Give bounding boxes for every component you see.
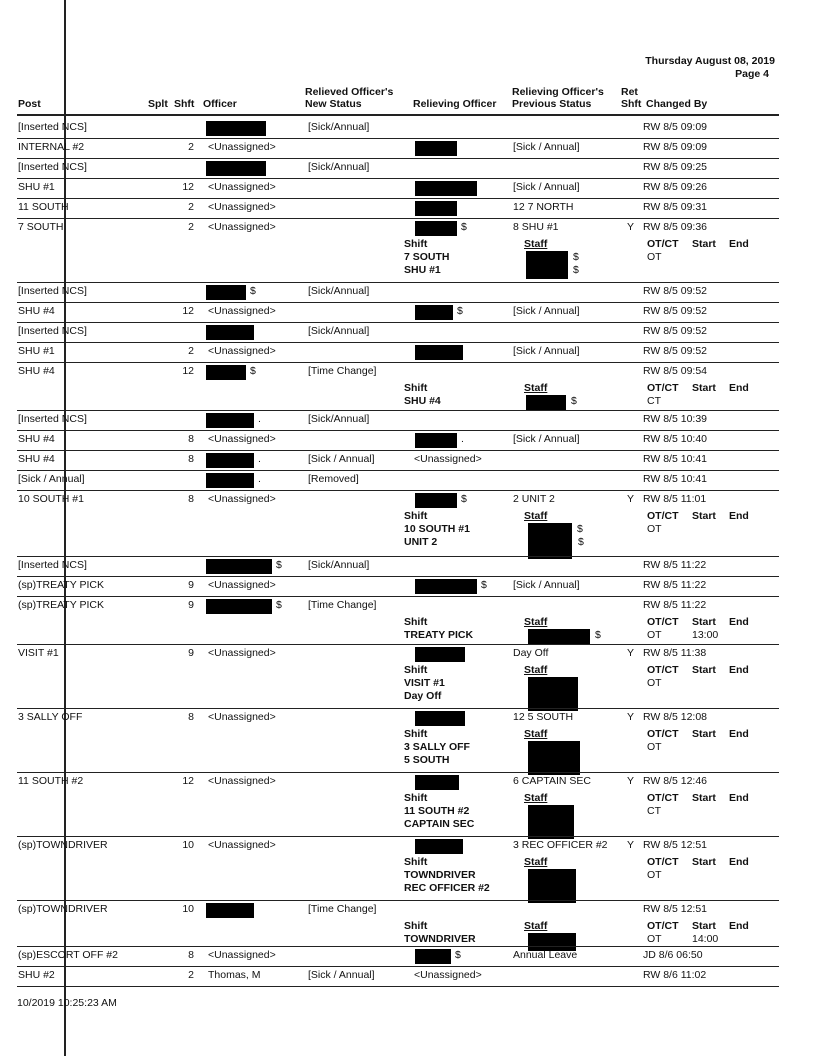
prev-status-cell: 2 UNIT 2 [513,493,555,505]
status-cell: [Sick/Annual] [308,121,370,133]
officer-redaction [206,121,266,136]
end-label: End [729,510,749,522]
table-row [0,302,813,322]
detail-shift-label: Shift [404,382,428,394]
shft-cell: 10 [182,903,194,915]
otct-label: OT/CT [647,382,679,394]
detail-staff-label: Staff [524,856,548,868]
detail-staff-label: Staff [524,382,548,394]
footer-timestamp: 10/2019 10:25:23 AM [17,997,117,1009]
officer-cell: . [258,453,261,465]
table-row [0,158,813,178]
otct-label: OT/CT [647,728,679,740]
detail-shift-label: Shift [404,664,428,676]
changed-by-cell: RW 8/5 09:52 [643,325,708,337]
officer-redaction [206,903,254,918]
officer-redaction [206,559,272,574]
col-relieved-2: New Status [305,98,362,110]
otct-value: OT [647,523,662,535]
detail-shift-line: 7 SOUTH [404,251,450,263]
officer-cell: <Unassigned> [208,949,276,961]
officer-cell: <Unassigned> [208,201,276,213]
detail-shift-line: SHU #1 [404,264,441,276]
officer-redaction [206,365,246,380]
detail-shift-line: 10 SOUTH #1 [404,523,470,535]
officer-redaction [206,599,272,614]
shft-cell: 9 [188,647,194,659]
end-label: End [729,856,749,868]
col-prev-1: Relieving Officer's [512,86,604,98]
end-label: End [729,728,749,740]
table-row [0,218,813,282]
relieving-redaction [415,305,453,320]
table-row [0,430,813,450]
post-cell: [Inserted NCS] [18,325,87,337]
changed-by-cell: RW 8/5 11:01 [643,493,707,505]
changed-by-cell: RW 8/5 11:38 [643,647,707,659]
end-label: End [729,616,749,628]
changed-by-cell: RW 8/5 10:41 [643,453,708,465]
post-cell: SHU #4 [18,305,55,317]
prev-status-cell: 6 CAPTAIN SEC [513,775,591,787]
table-row [0,644,813,708]
officer-redaction [206,325,254,340]
detail-staff-label: Staff [524,510,548,522]
post-cell: (sp)TREATY PICK [18,579,104,591]
detail-shift-line: TREATY PICK [404,629,474,641]
otct-value: OT [647,251,662,263]
detail-shift-line: TOWNDRIVER [404,869,476,881]
changed-by-cell: RW 8/5 09:26 [643,181,708,193]
table-row [0,410,813,430]
start-label: Start [692,792,716,804]
prev-status-cell: [Sick / Annual] [513,433,580,445]
otct-value: CT [647,805,661,817]
changed-by-cell: JD 8/6 06:50 [643,949,703,961]
page-number: Page 4 [735,68,769,80]
start-label: Start [692,510,716,522]
detail-shift-line: VISIT #1 [404,677,445,689]
changed-by-cell: RW 8/5 11:22 [643,599,707,611]
shft-cell: 12 [182,365,194,377]
relieving-cell: $ [457,305,463,317]
relieving-redaction [415,201,457,216]
prev-status-cell: 3 REC OFFICER #2 [513,839,608,851]
ret-shift-cell: Y [627,711,635,723]
changed-by-cell: RW 8/5 10:39 [643,413,708,425]
col-splt: Splt [148,98,168,110]
detail-shift-line: TOWNDRIVER [404,933,476,945]
detail-shift-line: Day Off [404,690,442,702]
status-cell: [Sick/Annual] [308,161,370,173]
shft-cell: 2 [188,221,194,233]
changed-by-cell: RW 8/5 09:36 [643,221,708,233]
detail-shift-line: 11 SOUTH #2 [404,805,470,817]
relieving-cell: <Unassigned> [414,969,482,981]
status-cell: [Sick / Annual] [308,969,375,981]
staff-mark: $ [595,629,601,641]
relieving-cell: $ [455,949,461,961]
changed-by-cell: RW 8/5 09:09 [643,141,708,153]
otct-label: OT/CT [647,792,679,804]
relieving-redaction [415,433,457,448]
post-cell: SHU #4 [18,433,55,445]
report-date: Thursday August 08, 2019 [645,55,775,67]
shft-cell: 2 [188,345,194,357]
post-cell: SHU #2 [18,969,55,981]
changed-by-cell: RW 8/5 09:09 [643,121,708,133]
shft-cell: 2 [188,141,194,153]
col-officer: Officer [203,98,237,110]
shft-cell: 10 [182,839,194,851]
changed-by-cell: RW 8/5 09:31 [643,201,708,213]
otct-value: OT [647,933,662,945]
relieving-redaction [415,141,457,156]
post-cell: SHU #1 [18,181,55,193]
col-post: Post [18,98,41,110]
staff-mark: $ [578,536,584,548]
shft-cell: 8 [188,453,194,465]
post-cell: SHU #4 [18,453,55,465]
start-label: Start [692,616,716,628]
start-label: Start [692,664,716,676]
shft-cell: 12 [182,775,194,787]
otct-value: OT [647,677,662,689]
post-cell: [Inserted NCS] [18,161,87,173]
officer-cell: <Unassigned> [208,433,276,445]
prev-status-cell: Annual Leave [513,949,578,961]
officer-redaction [206,453,254,468]
detail-staff-label: Staff [524,728,548,740]
table-row [0,946,813,966]
detail-shift-label: Shift [404,920,428,932]
ret-shift-cell: Y [627,221,635,233]
staff-mark: $ [573,251,579,263]
post-cell: [Inserted NCS] [18,413,87,425]
start-value: 14:00 [692,933,719,945]
officer-cell: $ [250,365,256,377]
end-label: End [729,792,749,804]
col-prev-2: Previous Status [512,98,592,110]
changed-by-cell: RW 8/5 09:52 [643,305,708,317]
changed-by-cell: RW 8/5 10:41 [643,473,708,485]
relieving-cell: . [461,433,464,445]
prev-status-cell: 12 7 NORTH [513,201,574,213]
end-label: End [729,382,749,394]
officer-cell: $ [276,559,282,571]
officer-redaction [206,413,254,428]
relieving-redaction [415,493,457,508]
relieving-redaction [415,647,465,662]
prev-status-cell: [Sick / Annual] [513,305,580,317]
table-row [0,490,813,556]
detail-shift-line: UNIT 2 [404,536,438,548]
detail-shift-line: 5 SOUTH [404,754,450,766]
staff-redaction [526,251,568,265]
officer-cell: <Unassigned> [208,579,276,591]
changed-by-cell: RW 8/5 12:08 [643,711,708,723]
officer-cell: $ [250,285,256,297]
table-row [0,118,813,138]
detail-shift-label: Shift [404,616,428,628]
status-cell: [Time Change] [308,599,377,611]
table-row [0,556,813,576]
otct-value: CT [647,395,661,407]
shft-cell: 8 [188,949,194,961]
officer-redaction [206,285,246,300]
detail-staff-label: Staff [524,616,548,628]
relieving-redaction [415,579,477,594]
post-cell: [Sick / Annual] [18,473,85,485]
officer-cell: . [258,473,261,485]
table-row [0,282,813,302]
table-row [0,198,813,218]
relieving-cell: $ [481,579,487,591]
start-label: Start [692,920,716,932]
detail-staff-label: Staff [524,664,548,676]
end-label: End [729,920,749,932]
detail-shift-line: CAPTAIN SEC [404,818,475,830]
detail-shift-label: Shift [404,510,428,522]
post-cell: 11 SOUTH [18,201,69,213]
detail-shift-line: SHU #4 [404,395,441,407]
ret-shift-cell: Y [627,493,635,505]
col-ret-1: Ret [621,86,638,98]
status-cell: [Sick/Annual] [308,559,370,571]
otct-label: OT/CT [647,664,679,676]
table-row [0,138,813,158]
officer-cell: Thomas, M [208,969,261,981]
post-cell: [Inserted NCS] [18,559,87,571]
shft-cell: 12 [182,181,194,193]
status-cell: [Removed] [308,473,359,485]
row-divider [17,986,779,987]
table-row [0,362,813,410]
detail-staff-label: Staff [524,920,548,932]
table-row [0,772,813,836]
prev-status-cell: [Sick / Annual] [513,181,580,193]
relieving-redaction [415,839,463,854]
changed-by-cell: RW 8/5 10:40 [643,433,708,445]
staff-redaction [526,265,568,279]
detail-staff-label: Staff [524,238,548,250]
shft-cell: 8 [188,493,194,505]
post-cell: 11 SOUTH #2 [18,775,84,787]
otct-label: OT/CT [647,238,679,250]
table-row [0,596,813,644]
end-label: End [729,238,749,250]
staff-mark: $ [573,264,579,276]
post-cell: [Inserted NCS] [18,121,87,133]
otct-value: OT [647,741,662,753]
post-cell: [Inserted NCS] [18,285,87,297]
relieving-redaction [415,711,465,726]
staff-redaction [528,629,590,644]
staff-mark: $ [571,395,577,407]
col-relieved-1: Relieved Officer's [305,86,394,98]
status-cell: [Sick / Annual] [308,453,375,465]
table-row [0,342,813,362]
officer-cell: <Unassigned> [208,345,276,357]
relieving-redaction [415,221,457,236]
table-row [0,900,813,946]
detail-shift-label: Shift [404,792,428,804]
status-cell: [Time Change] [308,365,377,377]
prev-status-cell: 12 5 SOUTH [513,711,574,723]
officer-cell: . [258,413,261,425]
officer-cell: <Unassigned> [208,711,276,723]
officer-cell: <Unassigned> [208,647,276,659]
post-cell: (sp)TREATY PICK [18,599,104,611]
post-cell: (sp)TOWNDRIVER [18,903,108,915]
ret-shift-cell: Y [627,839,635,851]
col-changed-by: Changed By [646,98,708,110]
otct-value: OT [647,869,662,881]
changed-by-cell: RW 8/5 11:22 [643,559,707,571]
post-cell: 10 SOUTH #1 [18,493,84,505]
prev-status-cell: [Sick / Annual] [513,141,580,153]
staff-mark: $ [577,523,583,535]
table-row [0,708,813,772]
relieving-cell: $ [461,221,467,233]
status-cell: [Sick/Annual] [308,285,370,297]
col-ret-2: Shft [621,98,642,110]
col-relieving: Relieving Officer [413,98,497,110]
table-row [0,966,813,986]
otct-value: OT [647,629,662,641]
end-label: End [729,664,749,676]
start-value: 13:00 [692,629,719,641]
officer-cell: <Unassigned> [208,141,276,153]
status-cell: [Sick/Annual] [308,413,370,425]
changed-by-cell: RW 8/5 09:54 [643,365,708,377]
officer-redaction [206,161,266,176]
officer-redaction [206,473,254,488]
officer-cell: <Unassigned> [208,775,276,787]
start-label: Start [692,728,716,740]
changed-by-cell: RW 8/5 09:25 [643,161,708,173]
detail-staff-label: Staff [524,792,548,804]
post-cell: VISIT #1 [18,647,59,659]
col-shft: Shft [174,98,195,110]
officer-cell: <Unassigned> [208,493,276,505]
start-label: Start [692,856,716,868]
detail-shift-line: REC OFFICER #2 [404,882,490,894]
table-row [0,450,813,470]
relieving-redaction [415,345,463,360]
post-cell: INTERNAL #2 [18,141,85,153]
shft-cell: 8 [188,711,194,723]
shft-cell: 9 [188,579,194,591]
changed-by-cell: RW 8/6 11:02 [643,969,707,981]
prev-status-cell: [Sick / Annual] [513,345,580,357]
shft-cell: 2 [188,969,194,981]
ret-shift-cell: Y [627,647,635,659]
relieving-redaction [415,949,451,964]
changed-by-cell: RW 8/5 09:52 [643,285,708,297]
otct-label: OT/CT [647,616,679,628]
post-cell: (sp)TOWNDRIVER [18,839,108,851]
otct-label: OT/CT [647,920,679,932]
table-row [0,178,813,198]
table-row [0,836,813,900]
staff-redaction [526,395,566,410]
staff-redaction [528,805,574,839]
changed-by-cell: RW 8/5 09:52 [643,345,708,357]
detail-shift-label: Shift [404,856,428,868]
prev-status-cell: [Sick / Annual] [513,579,580,591]
otct-label: OT/CT [647,856,679,868]
staff-redaction [528,523,572,559]
shft-cell: 2 [188,201,194,213]
header-rule [17,114,779,116]
officer-cell: <Unassigned> [208,221,276,233]
prev-status-cell: Day Off [513,647,549,659]
table-row [0,470,813,490]
relieving-redaction [415,775,459,790]
shft-cell: 8 [188,433,194,445]
start-label: Start [692,382,716,394]
changed-by-cell: RW 8/5 12:51 [643,839,708,851]
detail-shift-label: Shift [404,728,428,740]
staff-redaction [528,741,580,775]
otct-label: OT/CT [647,510,679,522]
start-label: Start [692,238,716,250]
shft-cell: 9 [188,599,194,611]
detail-shift-label: Shift [404,238,428,250]
post-cell: SHU #4 [18,365,55,377]
post-cell: SHU #1 [18,345,55,357]
prev-status-cell: 8 SHU #1 [513,221,559,233]
changed-by-cell: RW 8/5 11:22 [643,579,707,591]
post-cell: (sp)ESCORT OFF #2 [18,949,118,961]
relieving-cell: $ [461,493,467,505]
detail-shift-line: 3 SALLY OFF [404,741,470,753]
changed-by-cell: RW 8/5 12:46 [643,775,708,787]
officer-cell: <Unassigned> [208,305,276,317]
table-row [0,322,813,342]
relieving-cell: <Unassigned> [414,453,482,465]
status-cell: [Time Change] [308,903,377,915]
changed-by-cell: RW 8/5 12:51 [643,903,708,915]
post-cell: 7 SOUTH [18,221,64,233]
officer-cell: <Unassigned> [208,181,276,193]
officer-cell: <Unassigned> [208,839,276,851]
staff-redaction [528,869,576,903]
officer-cell: $ [276,599,282,611]
relieving-redaction [415,181,477,196]
shft-cell: 12 [182,305,194,317]
post-cell: 3 SALLY OFF [18,711,83,723]
ret-shift-cell: Y [627,775,635,787]
status-cell: [Sick/Annual] [308,325,370,337]
table-row [0,576,813,596]
staff-redaction [528,677,578,711]
